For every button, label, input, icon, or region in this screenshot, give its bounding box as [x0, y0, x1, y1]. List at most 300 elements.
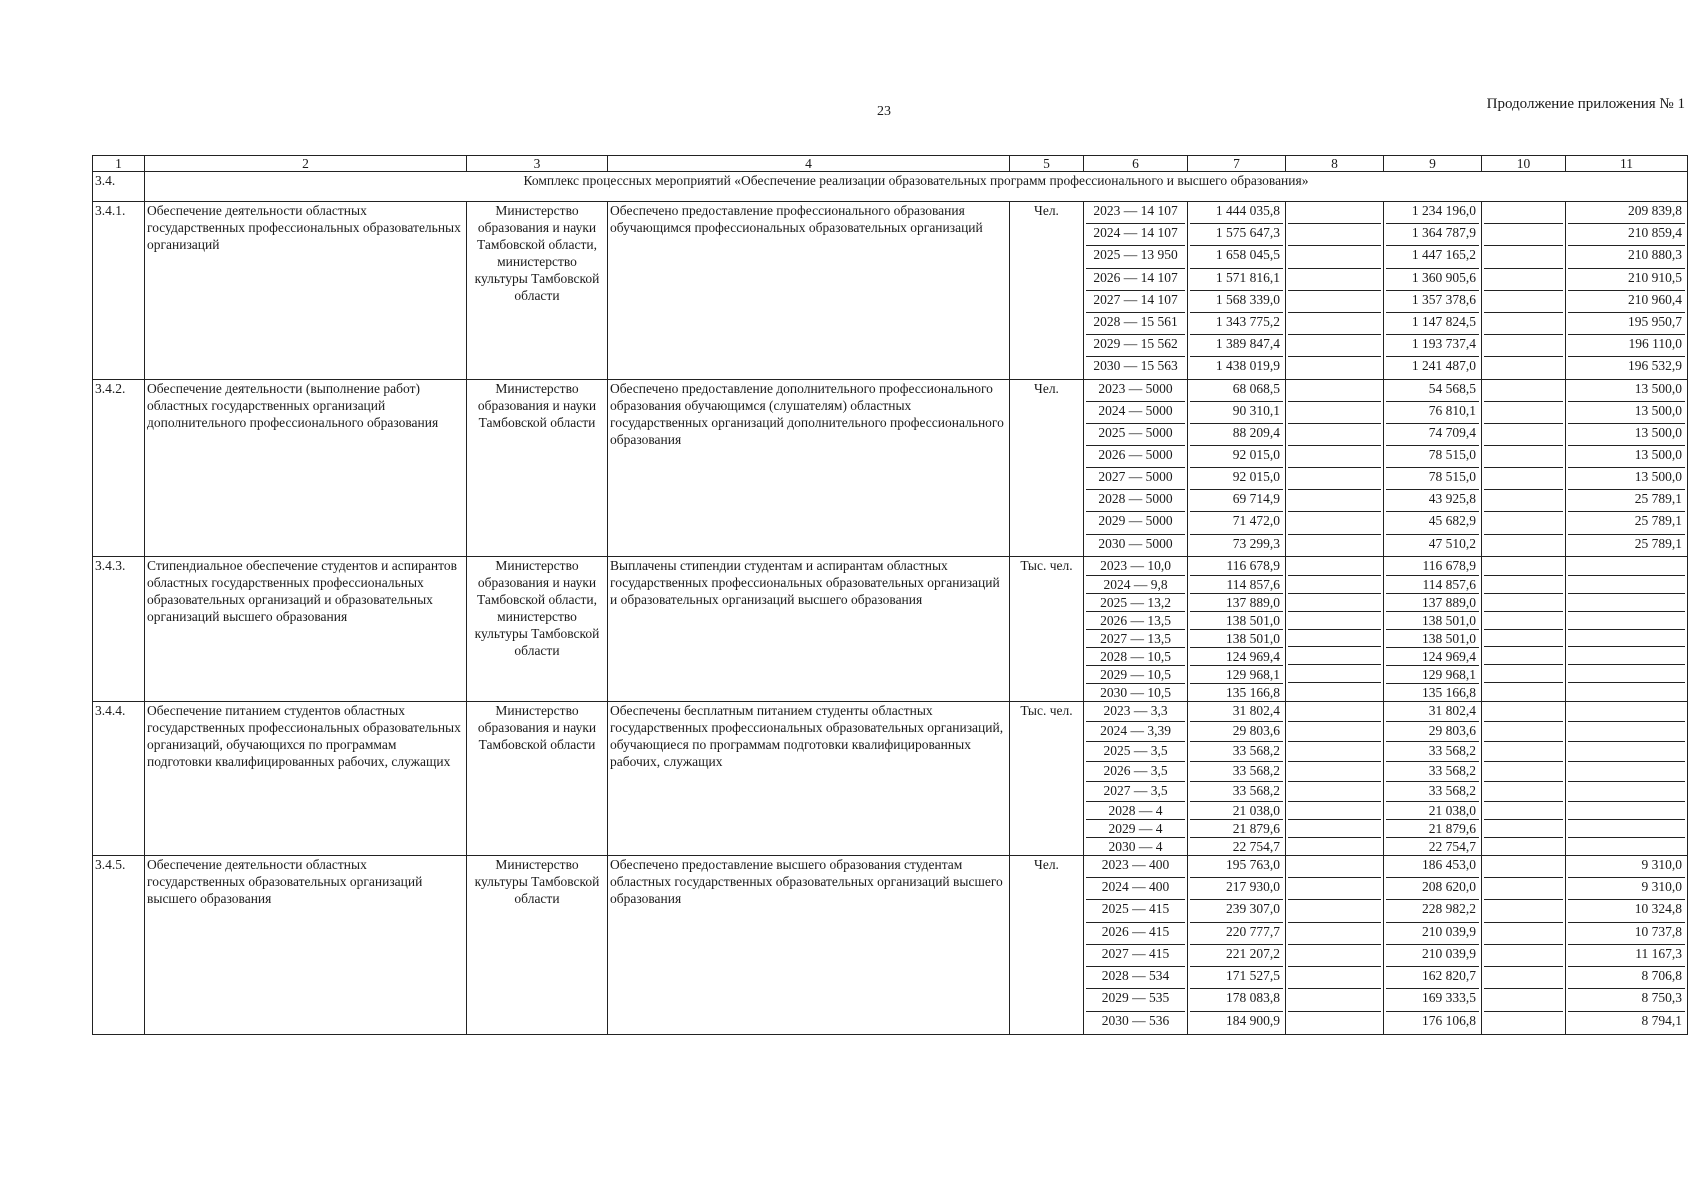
regional-budget-cell: 138 501,0 — [1386, 630, 1479, 648]
extra-budget-cell: 196 110,0 — [1568, 335, 1685, 357]
regional-budget-cell: 137 889,0 — [1386, 594, 1479, 612]
regional-budget-cell: 176 106,8 — [1422, 1013, 1476, 1028]
activity-name: Стипендиальное обеспечение студентов и аспирантов областных государственных профессиональных образовательных организаций и образовательных организаций высшего образования — [145, 557, 467, 702]
activity-row — [93, 856, 1688, 1035]
extra-budget-cell: 8 750,3 — [1568, 989, 1685, 1012]
extra-budget-cell: 8 794,1 — [1641, 1013, 1682, 1028]
year-target-cell: 2027 — 13,5 — [1086, 630, 1185, 648]
local-budget-cell — [1484, 468, 1563, 490]
year-target-cell: 2030 — 5000 — [1098, 536, 1173, 551]
year-target-column — [1084, 856, 1188, 1035]
federal-budget-cell — [1288, 224, 1381, 246]
regional-budget-cell: 1 193 737,4 — [1386, 335, 1479, 357]
federal-budget-column — [1286, 702, 1384, 856]
extra-budget-cell — [1568, 576, 1685, 594]
regional-budget-column — [1384, 557, 1482, 702]
column-number-1: 1 — [93, 156, 145, 172]
regional-budget-cell: 76 810,1 — [1386, 402, 1479, 424]
regional-budget-cell: 169 333,5 — [1386, 989, 1479, 1012]
column-number-11: 11 — [1566, 156, 1688, 172]
appendix-continuation-label: Продолжение приложения № 1 — [1486, 96, 1685, 112]
extra-budget-cell: 210 859,4 — [1568, 224, 1685, 246]
regional-budget-cell: 29 803,6 — [1386, 722, 1479, 742]
federal-budget-cell — [1288, 424, 1381, 446]
year-target-cell: 2030 — 15 563 — [1093, 358, 1178, 373]
extra-budget-cell — [1568, 557, 1685, 576]
extra-budget-cell: 13 500,0 — [1568, 468, 1685, 490]
extra-budget-cell — [1568, 820, 1685, 838]
federal-budget-cell — [1288, 702, 1381, 722]
total-amount-cell: 184 900,9 — [1226, 1013, 1280, 1028]
total-amount-column — [1188, 380, 1286, 557]
year-target-cell: 2030 — 536 — [1101, 1013, 1170, 1028]
activity-row — [93, 702, 1688, 856]
federal-budget-cell — [1288, 402, 1381, 424]
year-target-cell: 2028 — 10,5 — [1086, 648, 1185, 666]
total-amount-cell: 114 857,6 — [1190, 576, 1283, 594]
section-title: Комплекс процессных мероприятий «Обеспечение реализации образовательных программ профессионального и высшего образования» — [145, 172, 1688, 202]
year-target-cell: 2026 — 14 107 — [1086, 269, 1185, 291]
extra-budget-cell: 13 500,0 — [1568, 424, 1685, 446]
federal-budget-cell — [1288, 380, 1381, 402]
extra-budget-cell: 210 910,5 — [1568, 269, 1685, 291]
total-amount-column — [1188, 202, 1286, 380]
regional-budget-cell: 22 754,7 — [1428, 839, 1476, 854]
year-target-cell: 2028 — 534 — [1086, 967, 1185, 989]
regional-budget-cell: 21 038,0 — [1386, 802, 1479, 820]
activity-result: Обеспечено предоставление высшего образования студентам областных государственных образовательных организаций высшего образования — [608, 856, 1010, 1035]
total-amount-cell: 239 307,0 — [1190, 900, 1283, 923]
activity-executor: Министерство образования и науки Тамбовской области — [467, 702, 608, 856]
total-amount-cell: 116 678,9 — [1190, 557, 1283, 576]
year-target-cell: 2030 — 10,5 — [1100, 685, 1171, 700]
federal-budget-cell — [1288, 576, 1381, 594]
year-target-cell: 2028 — 5000 — [1086, 490, 1185, 512]
regional-budget-cell: 54 568,5 — [1386, 380, 1479, 402]
federal-budget-cell — [1288, 246, 1381, 269]
total-amount-cell: 21 879,6 — [1190, 820, 1283, 838]
extra-budget-cell — [1568, 742, 1685, 762]
extra-budget-cell: 10 737,8 — [1568, 923, 1685, 945]
year-target-cell: 2028 — 4 — [1086, 802, 1185, 820]
regional-budget-cell: 45 682,9 — [1386, 512, 1479, 535]
local-budget-cell — [1484, 967, 1563, 989]
regional-budget-cell: 162 820,7 — [1386, 967, 1479, 989]
total-amount-cell: 1 571 816,1 — [1190, 269, 1283, 291]
regional-budget-cell: 33 568,2 — [1386, 762, 1479, 782]
extra-budget-cell: 13 500,0 — [1568, 402, 1685, 424]
local-budget-cell — [1484, 224, 1563, 246]
regional-budget-cell: 1 364 787,9 — [1386, 224, 1479, 246]
regional-budget-cell: 208 620,0 — [1386, 878, 1479, 900]
column-number-9: 9 — [1384, 156, 1482, 172]
year-target-cell: 2027 — 415 — [1086, 945, 1185, 967]
regional-budget-cell: 74 709,4 — [1386, 424, 1479, 446]
regional-budget-cell: 33 568,2 — [1386, 742, 1479, 762]
total-amount-cell: 1 658 045,5 — [1190, 246, 1283, 269]
regional-budget-cell: 78 515,0 — [1386, 468, 1479, 490]
local-budget-cell — [1484, 535, 1563, 557]
year-target-cell: 2029 — 535 — [1086, 989, 1185, 1012]
year-target-cell: 2028 — 15 561 — [1086, 313, 1185, 335]
federal-budget-cell — [1288, 722, 1381, 742]
year-target-cell: 2026 — 5000 — [1086, 446, 1185, 468]
federal-budget-cell — [1288, 782, 1381, 802]
total-amount-cell: 1 343 775,2 — [1190, 313, 1283, 335]
regional-budget-cell: 1 234 196,0 — [1386, 202, 1479, 224]
year-target-column — [1084, 702, 1188, 856]
year-target-column — [1084, 380, 1188, 557]
local-budget-cell — [1484, 402, 1563, 424]
activity-code: 3.4.1. — [93, 202, 145, 380]
extra-budget-column — [1566, 380, 1688, 557]
year-target-cell: 2023 — 14 107 — [1086, 202, 1185, 224]
total-amount-cell: 90 310,1 — [1190, 402, 1283, 424]
local-budget-cell — [1484, 335, 1563, 357]
total-amount-cell: 1 389 847,4 — [1190, 335, 1283, 357]
local-budget-cell — [1484, 357, 1563, 380]
regional-budget-cell: 129 968,1 — [1386, 666, 1479, 684]
year-target-cell: 2026 — 3,5 — [1086, 762, 1185, 782]
activity-unit: Тыс. чел. — [1010, 557, 1084, 702]
total-amount-cell: 221 207,2 — [1190, 945, 1283, 967]
extra-budget-cell: 8 706,8 — [1568, 967, 1685, 989]
column-number-7: 7 — [1188, 156, 1286, 172]
column-number-2: 2 — [145, 156, 467, 172]
local-budget-cell — [1484, 612, 1563, 630]
local-budget-cell — [1484, 838, 1563, 856]
total-amount-cell: 73 299,3 — [1232, 536, 1280, 551]
activity-code: 3.4.4. — [93, 702, 145, 856]
column-number-3: 3 — [467, 156, 608, 172]
regional-budget-cell: 210 039,9 — [1386, 945, 1479, 967]
total-amount-cell: 31 802,4 — [1190, 702, 1283, 722]
local-budget-cell — [1484, 722, 1563, 742]
federal-budget-cell — [1288, 923, 1381, 945]
year-target-cell: 2023 — 400 — [1086, 856, 1185, 878]
regional-budget-cell: 1 147 824,5 — [1386, 313, 1479, 335]
year-target-cell: 2024 — 400 — [1086, 878, 1185, 900]
activity-name: Обеспечение деятельности областных государственных профессиональных образовательных организаций — [145, 202, 467, 380]
total-amount-cell: 88 209,4 — [1190, 424, 1283, 446]
local-budget-cell — [1484, 202, 1563, 224]
total-amount-cell: 1 575 647,3 — [1190, 224, 1283, 246]
extra-budget-cell: 13 500,0 — [1568, 380, 1685, 402]
total-amount-cell: 124 969,4 — [1190, 648, 1283, 666]
column-number-8: 8 — [1286, 156, 1384, 172]
regional-budget-cell: 78 515,0 — [1386, 446, 1479, 468]
year-target-column — [1084, 202, 1188, 380]
extra-budget-cell — [1568, 683, 1685, 700]
year-target-cell: 2029 — 5000 — [1086, 512, 1185, 535]
local-budget-cell — [1484, 269, 1563, 291]
activity-code: 3.4.3. — [93, 557, 145, 702]
total-amount-cell: 33 568,2 — [1190, 742, 1283, 762]
local-budget-column — [1482, 380, 1566, 557]
activity-name: Обеспечение деятельности (выполнение работ) областных государственных организаций дополнительного профессионального образования — [145, 380, 467, 557]
extra-budget-column — [1566, 557, 1688, 702]
total-amount-cell: 137 889,0 — [1190, 594, 1283, 612]
extra-budget-cell — [1568, 702, 1685, 722]
local-budget-cell — [1484, 512, 1563, 535]
regional-budget-cell: 186 453,0 — [1386, 856, 1479, 878]
year-target-cell: 2024 — 9,8 — [1086, 576, 1185, 594]
year-target-cell: 2029 — 4 — [1086, 820, 1185, 838]
total-amount-cell: 178 083,8 — [1190, 989, 1283, 1012]
federal-budget-cell — [1288, 468, 1381, 490]
total-amount-cell: 21 038,0 — [1190, 802, 1283, 820]
year-target-cell: 2025 — 415 — [1086, 900, 1185, 923]
federal-budget-cell — [1288, 557, 1381, 576]
federal-budget-cell — [1288, 594, 1381, 612]
local-budget-cell — [1484, 762, 1563, 782]
year-target-cell: 2027 — 5000 — [1086, 468, 1185, 490]
activity-result: Выплачены стипендии студентам и аспирантам областных государственных профессиональных образовательных организаций и образовательных организаций высшего образования — [608, 557, 1010, 702]
extra-budget-cell: 11 167,3 — [1568, 945, 1685, 967]
federal-budget-column — [1286, 856, 1384, 1035]
year-target-column — [1084, 557, 1188, 702]
extra-budget-cell — [1568, 722, 1685, 742]
regional-budget-column — [1384, 856, 1482, 1035]
local-budget-cell — [1484, 702, 1563, 722]
year-target-cell: 2026 — 13,5 — [1086, 612, 1185, 630]
federal-budget-cell — [1288, 989, 1381, 1012]
local-budget-column — [1482, 856, 1566, 1035]
local-budget-cell — [1484, 989, 1563, 1012]
activity-row — [93, 557, 1688, 702]
year-target-cell: 2024 — 5000 — [1086, 402, 1185, 424]
section-code: 3.4. — [93, 172, 145, 202]
local-budget-cell — [1484, 856, 1563, 878]
regional-budget-cell: 228 982,2 — [1386, 900, 1479, 923]
activity-name: Обеспечение деятельности областных государственных образовательных организаций высшего образования — [145, 856, 467, 1035]
total-amount-cell: 92 015,0 — [1190, 468, 1283, 490]
local-budget-cell — [1484, 665, 1563, 683]
federal-budget-cell — [1288, 647, 1381, 665]
federal-budget-cell — [1288, 535, 1381, 557]
total-amount-cell: 29 803,6 — [1190, 722, 1283, 742]
regional-budget-column — [1384, 702, 1482, 856]
extra-budget-cell: 209 839,8 — [1568, 202, 1685, 224]
regional-budget-cell: 47 510,2 — [1428, 536, 1476, 551]
local-budget-cell — [1484, 291, 1563, 313]
regional-budget-cell: 1 241 487,0 — [1411, 358, 1476, 373]
regional-budget-cell: 116 678,9 — [1386, 557, 1479, 576]
federal-budget-column — [1286, 557, 1384, 702]
federal-budget-cell — [1288, 512, 1381, 535]
total-amount-column — [1188, 702, 1286, 856]
regional-budget-cell: 43 925,8 — [1386, 490, 1479, 512]
federal-budget-column — [1286, 380, 1384, 557]
federal-budget-cell — [1288, 742, 1381, 762]
year-target-cell: 2025 — 3,5 — [1086, 742, 1185, 762]
federal-budget-cell — [1288, 291, 1381, 313]
extra-budget-cell: 196 532,9 — [1628, 358, 1682, 373]
extra-budget-cell — [1568, 647, 1685, 665]
regional-budget-cell: 135 166,8 — [1422, 685, 1476, 700]
year-target-cell: 2023 — 3,3 — [1086, 702, 1185, 722]
total-amount-column — [1188, 856, 1286, 1035]
regional-budget-cell: 1 357 378,6 — [1386, 291, 1479, 313]
year-target-cell: 2023 — 5000 — [1086, 380, 1185, 402]
total-amount-cell: 33 568,2 — [1190, 762, 1283, 782]
local-budget-cell — [1484, 490, 1563, 512]
total-amount-column — [1188, 557, 1286, 702]
extra-budget-cell: 210 960,4 — [1568, 291, 1685, 313]
total-amount-cell: 129 968,1 — [1190, 666, 1283, 684]
total-amount-cell: 195 763,0 — [1190, 856, 1283, 878]
local-budget-cell — [1484, 380, 1563, 402]
activity-executor: Министерство образования и науки Тамбовской области, министерство культуры Тамбовской области — [467, 202, 608, 380]
federal-budget-cell — [1288, 967, 1381, 989]
federal-budget-cell — [1288, 762, 1381, 782]
total-amount-cell: 22 754,7 — [1232, 839, 1280, 854]
federal-budget-cell — [1288, 878, 1381, 900]
extra-budget-cell: 25 789,1 — [1568, 490, 1685, 512]
federal-budget-cell — [1288, 269, 1381, 291]
column-number-5: 5 — [1010, 156, 1084, 172]
activity-executor: Министерство образования и науки Тамбовской области, министерство культуры Тамбовской области — [467, 557, 608, 702]
regional-budget-cell: 1 360 905,6 — [1386, 269, 1479, 291]
total-amount-cell: 1 438 019,9 — [1215, 358, 1280, 373]
total-amount-cell: 138 501,0 — [1190, 630, 1283, 648]
page-number: 23 — [877, 104, 891, 119]
total-amount-cell: 217 930,0 — [1190, 878, 1283, 900]
federal-budget-cell — [1288, 202, 1381, 224]
total-amount-cell: 68 068,5 — [1190, 380, 1283, 402]
federal-budget-cell — [1288, 820, 1381, 838]
activity-code: 3.4.2. — [93, 380, 145, 557]
column-number-10: 10 — [1482, 156, 1566, 172]
year-target-cell: 2025 — 13 950 — [1086, 246, 1185, 269]
local-budget-cell — [1484, 424, 1563, 446]
year-target-cell: 2024 — 3,39 — [1086, 722, 1185, 742]
regional-budget-column — [1384, 202, 1482, 380]
total-amount-cell: 33 568,2 — [1190, 782, 1283, 802]
total-amount-cell: 1 444 035,8 — [1190, 202, 1283, 224]
extra-budget-cell: 13 500,0 — [1568, 446, 1685, 468]
federal-budget-cell — [1288, 802, 1381, 820]
year-target-cell: 2024 — 14 107 — [1086, 224, 1185, 246]
regional-budget-cell: 114 857,6 — [1386, 576, 1479, 594]
extra-budget-cell: 9 310,0 — [1568, 878, 1685, 900]
year-target-cell: 2025 — 13,2 — [1086, 594, 1185, 612]
local-budget-cell — [1484, 313, 1563, 335]
regional-budget-cell: 210 039,9 — [1386, 923, 1479, 945]
federal-budget-cell — [1288, 335, 1381, 357]
extra-budget-cell — [1568, 838, 1685, 856]
year-target-cell: 2029 — 10,5 — [1086, 666, 1185, 684]
year-target-cell: 2027 — 14 107 — [1086, 291, 1185, 313]
year-target-cell: 2025 — 5000 — [1086, 424, 1185, 446]
activity-executor: Министерство образования и науки Тамбовской области — [467, 380, 608, 557]
local-budget-cell — [1484, 878, 1563, 900]
local-budget-column — [1482, 202, 1566, 380]
federal-budget-cell — [1288, 683, 1381, 700]
extra-budget-cell — [1568, 762, 1685, 782]
extra-budget-cell — [1568, 665, 1685, 683]
regional-budget-cell: 138 501,0 — [1386, 612, 1479, 630]
federal-budget-cell — [1288, 313, 1381, 335]
extra-budget-cell — [1568, 612, 1685, 630]
local-budget-cell — [1484, 630, 1563, 647]
regional-budget-cell: 1 447 165,2 — [1386, 246, 1479, 269]
extra-budget-cell — [1568, 594, 1685, 612]
total-amount-cell: 171 527,5 — [1190, 967, 1283, 989]
federal-budget-cell — [1288, 945, 1381, 967]
local-budget-cell — [1484, 945, 1563, 967]
activity-unit: Чел. — [1010, 856, 1084, 1035]
total-amount-cell: 220 777,7 — [1190, 923, 1283, 945]
local-budget-cell — [1484, 923, 1563, 945]
appendix-table — [92, 155, 1688, 1035]
extra-budget-column — [1566, 702, 1688, 856]
local-budget-cell — [1484, 742, 1563, 762]
total-amount-cell: 1 568 339,0 — [1190, 291, 1283, 313]
column-number-6: 6 — [1084, 156, 1188, 172]
total-amount-cell: 92 015,0 — [1190, 446, 1283, 468]
activity-name: Обеспечение питанием студентов областных государственных профессиональных образовательных организаций, обучающихся по программам подготовки квалифицированных рабочих, служащих — [145, 702, 467, 856]
activity-unit: Тыс. чел. — [1010, 702, 1084, 856]
extra-budget-cell: 25 789,1 — [1634, 536, 1682, 551]
year-target-cell: 2023 — 10,0 — [1086, 557, 1185, 576]
local-budget-cell — [1484, 647, 1563, 665]
federal-budget-cell — [1288, 630, 1381, 647]
total-amount-cell: 71 472,0 — [1190, 512, 1283, 535]
activity-result: Обеспечено предоставление профессионального образования обучающимся профессиональных образовательных организаций — [608, 202, 1010, 380]
extra-budget-column — [1566, 202, 1688, 380]
extra-budget-cell — [1568, 782, 1685, 802]
local-budget-cell — [1484, 446, 1563, 468]
regional-budget-cell: 21 879,6 — [1386, 820, 1479, 838]
federal-budget-cell — [1288, 357, 1381, 380]
local-budget-cell — [1484, 820, 1563, 838]
local-budget-cell — [1484, 683, 1563, 700]
local-budget-cell — [1484, 594, 1563, 612]
regional-budget-cell: 124 969,4 — [1386, 648, 1479, 666]
activity-unit: Чел. — [1010, 202, 1084, 380]
local-budget-cell — [1484, 1012, 1563, 1035]
extra-budget-column — [1566, 856, 1688, 1035]
activity-result: Обеспечены бесплатным питанием студенты областных государственных профессиональных образовательных организаций, обучающиеся по программам подготовки квалифицированных рабочих, служащих — [608, 702, 1010, 856]
local-budget-column — [1482, 702, 1566, 856]
activity-unit: Чел. — [1010, 380, 1084, 557]
extra-budget-cell — [1568, 802, 1685, 820]
year-target-cell: 2026 — 415 — [1086, 923, 1185, 945]
column-number-4: 4 — [608, 156, 1010, 172]
extra-budget-cell — [1568, 630, 1685, 647]
regional-budget-cell: 31 802,4 — [1386, 702, 1479, 722]
local-budget-cell — [1484, 900, 1563, 923]
section-row — [93, 172, 1688, 202]
local-budget-cell — [1484, 782, 1563, 802]
total-amount-cell: 69 714,9 — [1190, 490, 1283, 512]
activity-row — [93, 202, 1688, 380]
year-target-cell: 2027 — 3,5 — [1086, 782, 1185, 802]
regional-budget-cell: 33 568,2 — [1386, 782, 1479, 802]
local-budget-cell — [1484, 246, 1563, 269]
federal-budget-column — [1286, 202, 1384, 380]
total-amount-cell: 138 501,0 — [1190, 612, 1283, 630]
federal-budget-cell — [1288, 1012, 1381, 1035]
extra-budget-cell: 9 310,0 — [1568, 856, 1685, 878]
federal-budget-cell — [1288, 490, 1381, 512]
local-budget-cell — [1484, 557, 1563, 576]
year-target-cell: 2030 — 4 — [1108, 839, 1163, 854]
federal-budget-cell — [1288, 612, 1381, 630]
total-amount-cell: 135 166,8 — [1226, 685, 1280, 700]
extra-budget-cell: 10 324,8 — [1568, 900, 1685, 923]
